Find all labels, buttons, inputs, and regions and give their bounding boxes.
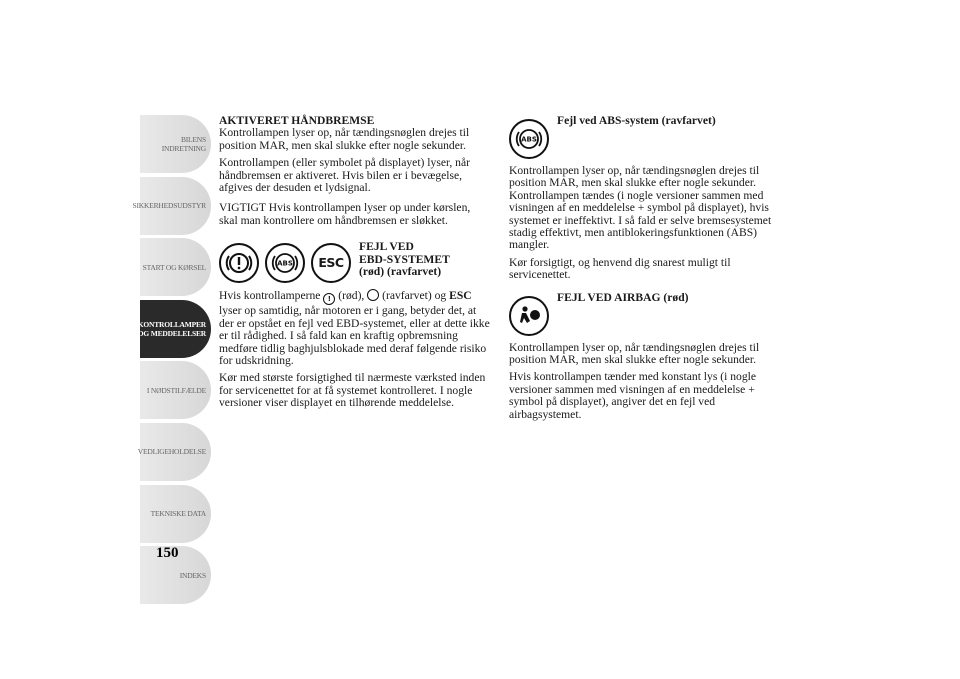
chapter-sidebar	[132, 115, 211, 608]
tab-sikkerhedsudstyr[interactable]	[132, 177, 211, 235]
text-span: (rød),	[338, 289, 365, 303]
airbag-section-heading	[509, 292, 781, 336]
text-span: lyser op samtidig, når motoren er i gang, betyder det, at der er opstået en fejl ved EBD-systemet, eller at dette ikke er til rådighed. I så fald kan en kraftig opbremsning medføre tidlig baghjulsblokade med deraf følgende risiko for udskridning.	[219, 304, 490, 368]
paragraph: VIGTIGT Hvis kontrollampen lyser op under kørslen, skal man kontrollere om håndbremsen er sløkket.	[219, 201, 471, 227]
warning-icon-group	[219, 243, 351, 283]
ebd-heading-row	[219, 241, 491, 283]
paragraph: Kør forsigtigt, og henvend dig snarest muligt til servicenettet.	[509, 255, 731, 282]
tab-label: I NØDSTILFÆLDE	[146, 385, 206, 395]
paragraph: Kontrollampen lyser op, når tændingsnøglen drejes til position MAR, men skal slukke efter nogle sekunder. Kontrollampen tændes (i nogle versioner sammen med visningen af en meddelelse + symbol på displayet), hvis systemet er ineffektivt. I så fald er selve bremsesystemet stadig effektivt, men antiblokeringsfunktionen (ABS) mangler.	[509, 164, 772, 252]
section-heading-abs: Fejl ved ABS-system (ravfarvet)	[557, 114, 716, 127]
tab-vedligeholdelse[interactable]	[137, 423, 211, 481]
ebd-heading-line: FEJL VED	[359, 240, 414, 254]
abs-section-heading	[509, 115, 781, 159]
brake-warning-inline-icon: !	[323, 293, 335, 305]
tab-label: TEKNISKE DATA	[150, 509, 206, 519]
brake-warning-icon	[219, 243, 259, 283]
tab-label: VEDLIGEHOLDELSE	[137, 447, 206, 457]
abs-icon	[509, 119, 549, 159]
section-heading-airbag: FEJL VED AIRBAG (rød)	[557, 290, 689, 304]
paragraph: Kontrollampen lyser op, når tændingsnøglen drejes til position MAR, men skal slukke efter nogle sekunder.	[509, 340, 760, 367]
tab-label: INDEKS	[179, 570, 206, 580]
tab-kontrollamper[interactable]	[137, 300, 211, 358]
paragraph: Kør med største forsigtighed til nærmeste værksted inden for servicenettet for at få systemet kontrolleret. I nogle versioner viser displayet en tilhørende meddelelse.	[219, 371, 486, 410]
abs-icon	[265, 243, 305, 283]
esc-icon-text: ESC	[318, 255, 344, 271]
tab-label: BILENS INDRETNING	[161, 135, 206, 153]
abs-icon-text: ABS	[277, 259, 293, 268]
left-column	[219, 115, 491, 415]
text-span: Hvis kontrollamperne	[219, 289, 321, 303]
ebd-heading-line: (rød) (ravfarvet)	[359, 265, 442, 279]
tab-label: START OG KØRSEL	[142, 262, 206, 272]
tab-start-og-korsel[interactable]	[140, 238, 211, 296]
right-column	[509, 115, 781, 426]
section-heading-handbremse: AKTIVERET HÅNDBREMSE	[219, 114, 375, 127]
tab-tekniske-data[interactable]	[140, 485, 211, 543]
paragraph: Hvis kontrollampen tænder med konstant lys (i nogle versioner sammen med visningen af en meddelelse + symbol på displayet), angiver det en fejl ved airbagsystemet.	[509, 370, 756, 421]
abs-inline-icon	[367, 289, 379, 301]
paragraph: Kontrollampen (eller symbolet på displayet) lyser, når håndbremsen er aktiveret. Hvis bilen er i bevægelse, afgives der desuden et lydsignal.	[219, 156, 470, 195]
tab-label: KONTROLLAMPER OG MEDDELELSER	[137, 319, 207, 338]
page-number: 150	[156, 545, 179, 561]
esc-icon	[311, 243, 351, 283]
airbag-icon	[509, 296, 549, 336]
tab-bilens-indretning[interactable]	[140, 115, 211, 173]
paragraph	[219, 289, 491, 367]
esc-label: ESC	[449, 289, 472, 303]
text-span: (ravfarvet) og	[382, 289, 447, 303]
paragraph: Kontrollampen lyser op, når tændingsnøglen drejes til position MAR, men skal slukke efter nogle sekunder.	[219, 126, 470, 152]
ebd-heading	[359, 241, 450, 278]
tab-label: SIKKERHEDSUDSTYR	[132, 201, 206, 211]
ebd-heading-line: EBD-SYSTEMET	[359, 252, 450, 266]
tab-i-nodstilfaelde[interactable]	[140, 361, 211, 419]
abs-icon-text: ABS	[521, 135, 537, 144]
